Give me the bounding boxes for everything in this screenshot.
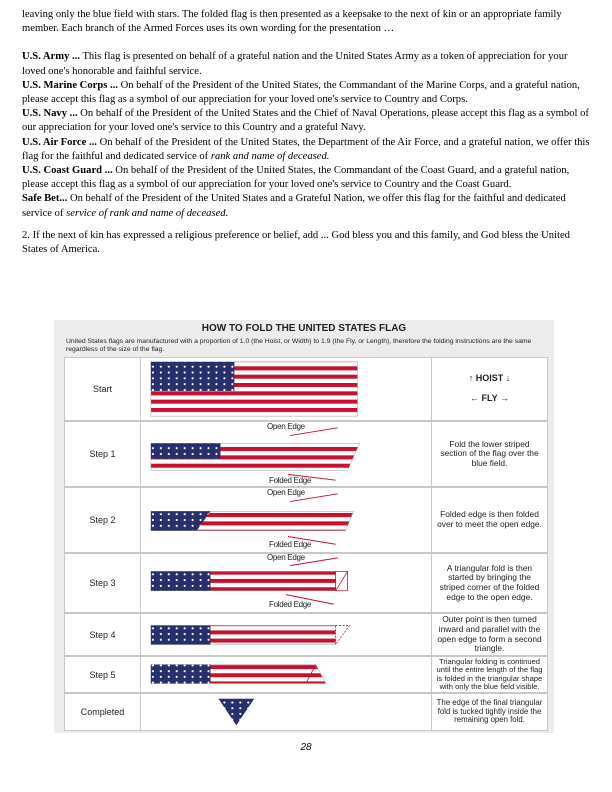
- air-force-italic: rank and name of deceased.: [210, 150, 330, 162]
- step-label: Step 1: [65, 422, 141, 486]
- step-desc: The edge of the final triangular fold is tucked tightly inside the remaining open fold.: [431, 694, 547, 730]
- step-desc: Fold the lower striped section of the flag over the blue field.: [431, 422, 547, 486]
- folded-edge-label: Folded Edge: [269, 600, 312, 609]
- body-text: [22, 8, 590, 257]
- coast-guard-text: On behalf of the President of the United States, the Commandant of the Coast Guard, and a grateful nation, please accept this flag as a symbol of our appreciation for your loved one's service to Country and the Coast Guard.: [22, 165, 570, 191]
- step-row-3: [64, 553, 548, 613]
- open-edge-label: Open Edge: [267, 488, 305, 497]
- step-row-4: [64, 613, 548, 656]
- air-force-label: U.S. Air Force ...: [22, 136, 97, 148]
- flag-step4-art: [141, 614, 430, 655]
- figure-intro: United States flags are manufactured with a proportion of 1.0 (the Hoist, or Width) to 1.9 (the Fly, or Length), therefore the folding instructions are the same regardless of the size of the flag.: [66, 338, 532, 353]
- wording-marines: [22, 79, 590, 107]
- figure-title: HOW TO FOLD THE UNITED STATES FLAG: [201, 323, 407, 334]
- safe-bet-label: Safe Bet...: [22, 193, 68, 205]
- flag-step3-art: [141, 554, 430, 612]
- step-row-2: [64, 487, 548, 553]
- marines-label: U.S. Marine Corps ...: [22, 79, 118, 91]
- page-number: 28: [300, 742, 312, 753]
- wording-army: [22, 50, 590, 78]
- army-label: U.S. Army ...: [22, 51, 80, 63]
- flag-completed: [141, 694, 430, 730]
- navy-label: U.S. Navy ...: [22, 108, 78, 120]
- folded-edge-label: Folded Edge: [269, 540, 312, 549]
- step-desc: Outer point is then turned inward and parallel with the open edge to form a second triangle.: [431, 614, 547, 655]
- paragraph-flag-presentation: leaving only the blue field with stars. The folded flag is then presented as a keepsake to the next of kin or an appropriate family member. Each branch of the Armed Forces uses its own wording for the presentation …: [22, 9, 562, 35]
- step-desc: A triangular fold is then started by bringing the striped corner of the folded edge to the open edge.: [431, 554, 547, 612]
- flag-completed-art: [141, 694, 430, 730]
- fly-label: ← FLY →: [469, 393, 509, 403]
- step-row-1: [64, 421, 548, 487]
- wording-safe-bet: [22, 192, 590, 220]
- open-edge-label: Open Edge: [267, 422, 305, 431]
- step-desc: Folded edge is then folded over to meet the open edge.: [431, 488, 547, 552]
- flag-step1-art: [141, 422, 430, 486]
- wording-coast-guard: [22, 164, 590, 192]
- step-label: Step 2: [65, 488, 141, 552]
- step-row-completed: [64, 693, 548, 731]
- flag-step4: [141, 614, 430, 655]
- flag-start-art: [141, 358, 430, 420]
- open-edge-label: Open Edge: [267, 553, 305, 562]
- step-desc: Triangular folding is continued until the entire length of the flag is folded in the triangular shape with only the blue field visible.: [431, 657, 547, 692]
- hoist-fly-legend: [431, 358, 547, 420]
- flag-step5: [141, 657, 430, 692]
- step-label: Step 3: [65, 554, 141, 612]
- flag-folding-figure: [54, 320, 554, 733]
- marines-text: On behalf of the President of the United States, the Commandant of the Marine Corps, and a grateful nation, please accept this flag as a symbol of our appreciation for your loved one's service to Country and Corps.: [22, 79, 580, 106]
- wording-navy: [22, 107, 590, 135]
- step-label: Step 4: [65, 614, 141, 655]
- step-row-5: [64, 656, 548, 693]
- safe-bet-text: On behalf of the President of the United States and a Grateful Nation, we offer this flag for the faithful and dedicated service of: [22, 193, 566, 219]
- coast-guard-label: U.S. Coast Guard ...: [22, 165, 113, 177]
- folded-edge-label: Folded Edge: [269, 476, 312, 485]
- hoist-label: ↑ HOIST ↓: [468, 373, 511, 384]
- step-row-start: [64, 357, 548, 421]
- step-label: Step 5: [65, 657, 141, 692]
- army-text: This flag is presented on behalf of a grateful nation and the United States Army as a token of appreciation for your loved one's honorable and faithful service.: [22, 51, 568, 77]
- step-label: Start: [65, 358, 141, 420]
- flag-step2-art: [141, 488, 430, 552]
- navy-text: On behalf of the President of the United States and the Chief of Naval Operations, please accept this flag as a symbol of our appreciation for your loved one's service to this Country and a grateful Navy.: [22, 108, 589, 134]
- safe-bet-italic: service of rank and name of deceased.: [66, 207, 229, 219]
- step-label: Completed: [65, 694, 141, 730]
- wording-air-force: [22, 136, 590, 164]
- air-force-text: On behalf of the President of the United States, the Department of the Air Force, and a grateful nation, we offer this flag for the faithful and dedicated service of: [22, 136, 590, 162]
- flag-step5-art: [141, 657, 430, 692]
- paragraph-religious: 2. If the next of kin has expressed a religious preference or belief, add ... God bless you and this family, and God bless the United States of America.: [22, 229, 570, 256]
- flag-start: [141, 358, 430, 420]
